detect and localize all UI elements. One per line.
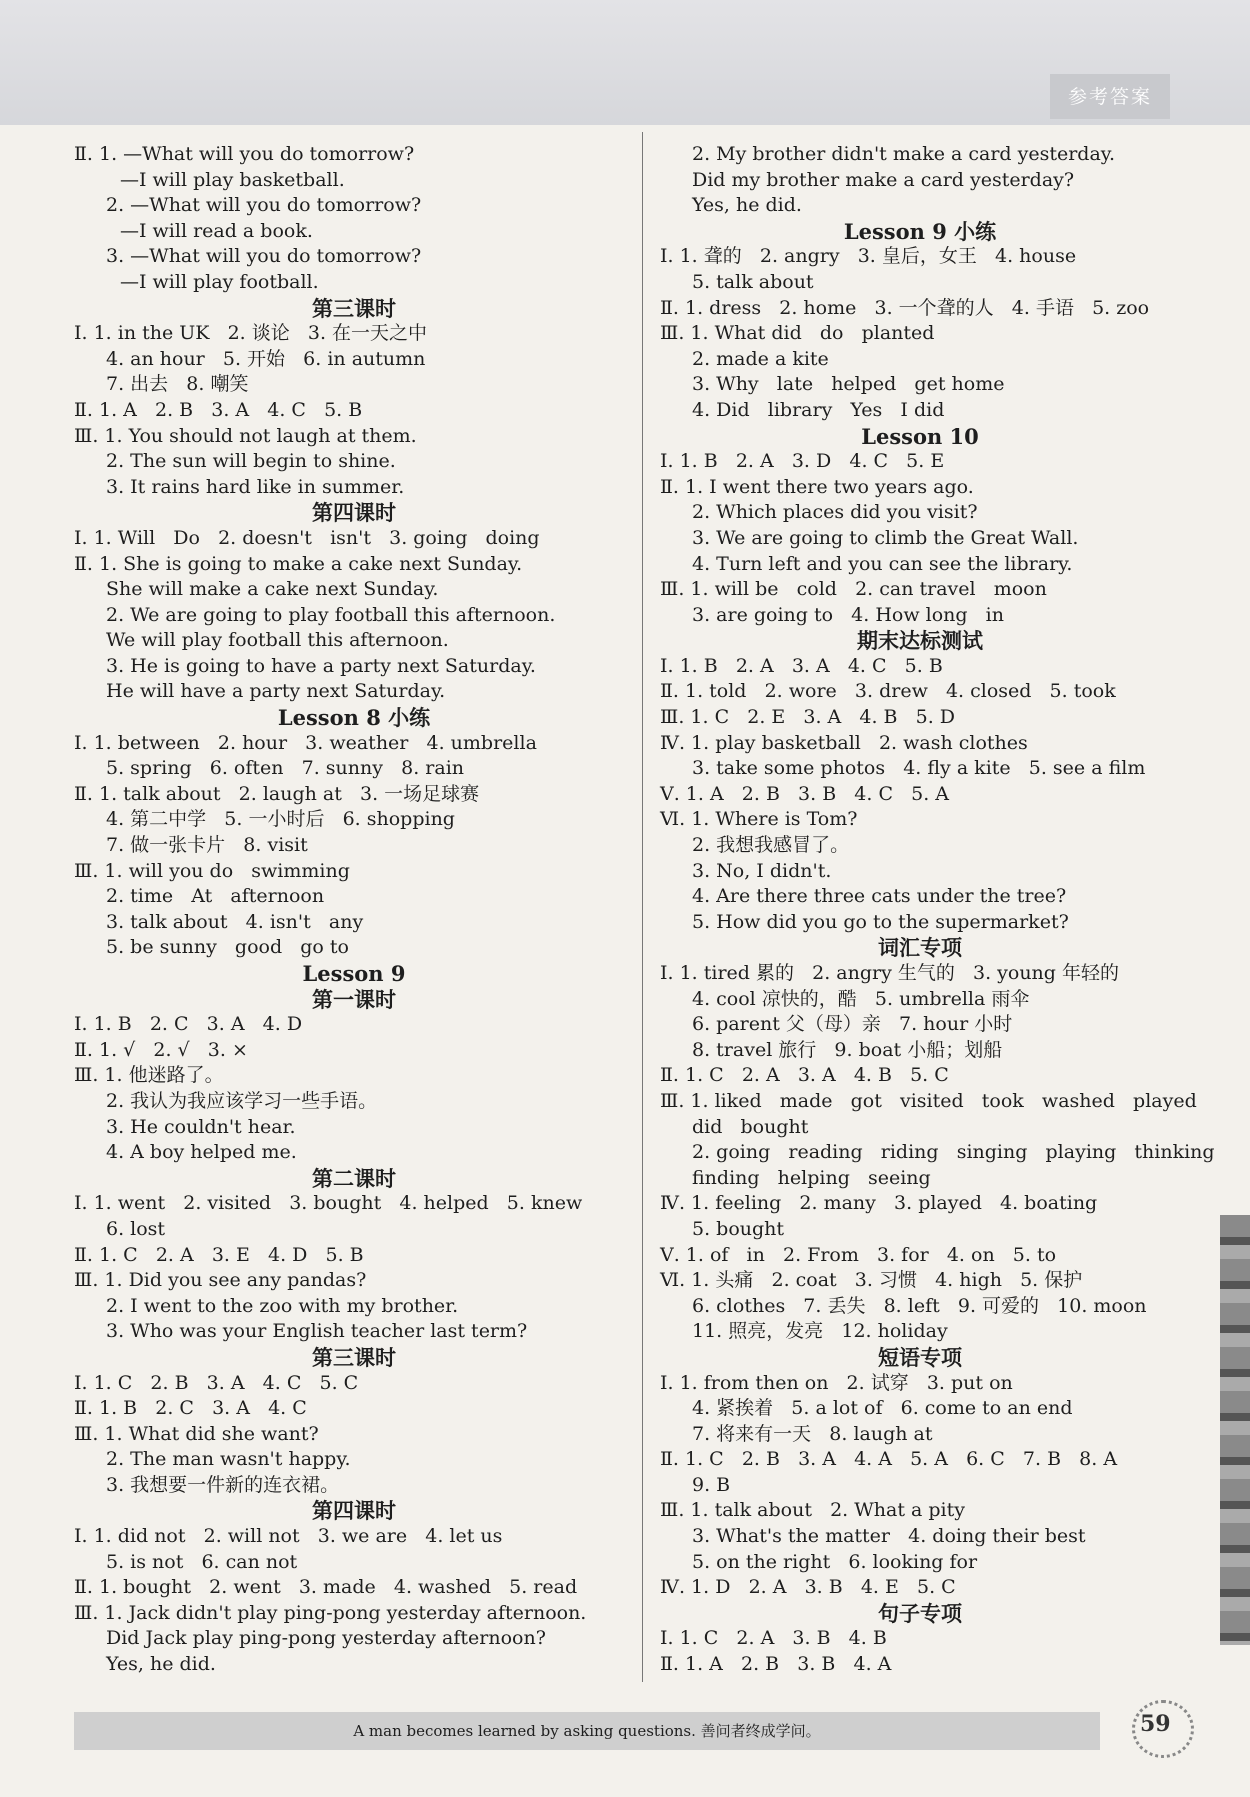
answer-line: Ⅰ. 1. 聋的 2. angry 3. 皇后，女王 4. house	[660, 245, 1077, 268]
section-heading: 第三课时	[312, 1344, 396, 1370]
section-heading: 第一课时	[312, 986, 396, 1012]
answer-line: 3. talk about 4. isn't any	[106, 910, 364, 933]
answer-line: 2. made a kite	[692, 347, 829, 370]
answer-line: Ⅲ. 1. Jack didn't play ping-pong yesterday afternoon.	[74, 1601, 587, 1624]
answer-line: 4. Are there three cats under the tree?	[692, 885, 1067, 908]
answer-line: 4. an hour 5. 开始 6. in autumn	[106, 347, 426, 370]
footer-motto: A man becomes learned by asking questions. 善问者终成学问。	[74, 1712, 1100, 1750]
answer-line: Ⅰ. 1. B 2. A 3. A 4. C 5. B	[660, 654, 943, 677]
answer-line: Ⅱ. 1. B 2. C 3. A 4. C	[74, 1397, 307, 1420]
answer-line: 4. 紧挨着 5. a lot of 6. come to an end	[692, 1397, 1073, 1420]
answer-line: Ⅴ. 1. of in 2. From 3. for 4. on 5. to	[660, 1243, 1057, 1266]
answer-line: 7. 做一张卡片 8. visit	[106, 834, 308, 857]
answer-line: Ⅲ. 1. What did she want?	[74, 1422, 319, 1445]
edge-color-strip	[1220, 1215, 1250, 1645]
answer-line: Ⅲ. 1. You should not laugh at them.	[74, 424, 417, 447]
answer-line: 5. How did you go to the supermarket?	[692, 910, 1069, 933]
answer-line: Ⅱ. 1. A 2. B 3. B 4. A	[660, 1653, 892, 1676]
column-divider	[642, 132, 643, 1682]
answer-line: 9. B	[692, 1473, 731, 1496]
answer-line: Ⅰ. 1. B 2. C 3. A 4. D	[74, 1013, 303, 1036]
answer-line: 2. —What will you do tomorrow?	[106, 194, 422, 217]
answer-line: 3. No, I didn't.	[692, 859, 832, 882]
answer-line: 3. take some photos 4. fly a kite 5. see a film	[692, 757, 1146, 780]
answer-line: Ⅳ. 1. feeling 2. many 3. played 4. boating	[660, 1192, 1098, 1215]
answer-line: 3. He couldn't hear.	[106, 1115, 296, 1138]
answer-line: He will have a party next Saturday.	[106, 680, 446, 703]
answer-line: 8. travel 旅行 9. boat 小船；划船	[692, 1038, 1003, 1061]
answer-line: Ⅰ. 1. C 2. B 3. A 4. C 5. C	[74, 1371, 359, 1394]
answer-line: 2. 我想我感冒了。	[692, 834, 850, 857]
answer-line: 4. A boy helped me.	[106, 1141, 297, 1164]
answer-line: 2. I went to the zoo with my brother.	[106, 1294, 459, 1317]
section-heading: Lesson 9 小练	[843, 218, 997, 244]
answer-line: 2. The sun will begin to shine.	[106, 450, 396, 473]
answer-line: Ⅲ. 1. 他迷路了。	[74, 1064, 224, 1087]
answer-line: Ⅰ. 1. B 2. A 3. D 4. C 5. E	[660, 450, 945, 473]
answer-line: Did Jack play ping-pong yesterday afternoon?	[106, 1627, 546, 1650]
answer-line: 4. cool 凉快的，酷 5. umbrella 雨伞	[692, 987, 1030, 1010]
answer-line: —I will play football.	[120, 270, 319, 293]
answer-line: 5. bought	[692, 1217, 785, 1240]
answer-line: Ⅱ. 1. She is going to make a cake next Sunday.	[74, 552, 523, 575]
section-heading: 句子专项	[878, 1600, 962, 1626]
answer-line: 5. is not 6. can not	[106, 1550, 298, 1573]
answer-line: Ⅲ. 1. Did you see any pandas?	[74, 1269, 367, 1292]
answer-line: Ⅱ. 1. told 2. wore 3. drew 4. closed 5. took	[660, 680, 1116, 703]
left-answer-column	[74, 142, 634, 1678]
answer-line: 3. Who was your English teacher last term?	[106, 1320, 528, 1343]
answer-line: Ⅲ. 1. What did do planted	[660, 322, 935, 345]
answer-line: Ⅳ. 1. play basketball 2. wash clothes	[660, 731, 1028, 754]
answer-line: 5. be sunny good go to	[106, 936, 349, 959]
answer-line: Yes, he did.	[106, 1653, 216, 1676]
answer-line: 5. talk about	[692, 270, 814, 293]
answer-line: 3. He is going to have a party next Saturday.	[106, 654, 536, 677]
answer-line: Ⅴ. 1. A 2. B 3. B 4. C 5. A	[660, 782, 950, 805]
answer-line: Ⅱ. 1. C 2. A 3. E 4. D 5. B	[74, 1243, 364, 1266]
answer-line: Ⅲ. 1. will you do swimming	[74, 859, 350, 882]
answer-line: Ⅱ. 1. dress 2. home 3. 一个聋的人 4. 手语 5. zoo	[660, 296, 1150, 319]
answer-line: 2. going reading riding singing playing thinking	[692, 1141, 1215, 1164]
answer-line: Ⅱ. 1. I went there two years ago.	[660, 475, 974, 498]
answer-line: 4. Did library Yes I did	[692, 398, 945, 421]
answer-line: Ⅱ. 1. bought 2. went 3. made 4. washed 5. read	[74, 1576, 578, 1599]
answer-line: finding helping seeing	[692, 1166, 931, 1189]
answer-line: Ⅰ. 1. in the UK 2. 谈论 3. 在一天之中	[74, 322, 428, 345]
section-heading: 第三课时	[312, 295, 396, 321]
answer-line: 2. We are going to play football this afternoon.	[106, 603, 556, 626]
answer-line: 3. 我想要一件新的连衣裙。	[106, 1473, 340, 1496]
answer-line: 2. The man wasn't happy.	[106, 1448, 351, 1471]
answer-line: Ⅲ. 1. C 2. E 3. A 4. B 5. D	[660, 706, 956, 729]
answer-line: Ⅰ. 1. Will Do 2. doesn't isn't 3. going doing	[74, 526, 540, 549]
answer-line: 3. We are going to climb the Great Wall.	[692, 526, 1079, 549]
answer-line: 6. clothes 7. 丢失 8. left 9. 可爱的 10. moon	[692, 1294, 1147, 1317]
answer-line: 4. 第二中学 5. 一小时后 6. shopping	[106, 808, 455, 831]
page-number: 59	[1140, 1711, 1171, 1737]
answer-line: Ⅰ. 1. C 2. A 3. B 4. B	[660, 1627, 887, 1650]
answer-line: 3. It rains hard like in summer.	[106, 475, 405, 498]
answer-line: Ⅰ. 1. from then on 2. 试穿 3. put on	[660, 1371, 1013, 1394]
section-heading: 第二课时	[312, 1165, 396, 1191]
answer-line: Ⅳ. 1. D 2. A 3. B 4. E 5. C	[660, 1576, 956, 1599]
section-heading: 短语专项	[878, 1344, 962, 1370]
answer-line: —I will read a book.	[120, 219, 313, 242]
answer-line: —I will play basketball.	[120, 168, 345, 191]
answer-line: Ⅱ. 1. √ 2. √ 3. ×	[74, 1038, 248, 1061]
answer-line: 3. are going to 4. How long in	[692, 603, 1004, 626]
answer-line: She will make a cake next Sunday.	[106, 578, 439, 601]
answer-line: 2. My brother didn't make a card yesterday.	[692, 143, 1116, 165]
answer-line: Ⅲ. 1. will be cold 2. can travel moon	[660, 578, 1047, 601]
section-heading: Lesson 8 小练	[277, 705, 431, 731]
answer-line: 2. time At afternoon	[106, 885, 325, 908]
answer-line: Yes, he did.	[692, 194, 802, 217]
section-heading: 第四课时	[312, 500, 396, 526]
answer-line: 5. spring 6. often 7. sunny 8. rain	[106, 757, 465, 780]
answer-line: Ⅰ. 1. did not 2. will not 3. we are 4. let us	[74, 1525, 503, 1548]
answer-line: Ⅵ. 1. Where is Tom?	[660, 808, 858, 831]
right-answer-column	[660, 142, 1215, 1678]
answer-line: Ⅱ. 1. C 2. B 3. A 4. A 5. A 6. C 7. B 8. A	[660, 1448, 1118, 1471]
section-heading: 期末达标测试	[857, 628, 983, 654]
answer-line: Ⅰ. 1. between 2. hour 3. weather 4. umbrella	[74, 731, 537, 754]
answer-line: Ⅲ. 1. liked made got visited took washed played	[660, 1089, 1197, 1112]
section-heading: Lesson 9	[302, 961, 406, 986]
answer-line: Did my brother make a card yesterday?	[692, 168, 1075, 191]
answer-line: 7. 将来有一天 8. laugh at	[692, 1422, 933, 1445]
section-heading: 第四课时	[312, 1498, 396, 1524]
answer-line: Ⅱ. 1. —What will you do tomorrow?	[74, 143, 415, 165]
section-heading: Lesson 10	[861, 423, 979, 449]
answer-line: 2. 我认为我应该学习一些手语。	[106, 1089, 378, 1112]
answer-line: Ⅱ. 1. C 2. A 3. A 4. B 5. C	[660, 1064, 949, 1087]
answer-line: 5. on the right 6. looking for	[692, 1550, 978, 1573]
answer-line: 3. —What will you do tomorrow?	[106, 245, 422, 268]
answer-key-tab: 参考答案	[1050, 74, 1170, 119]
section-heading: 词汇专项	[878, 935, 962, 961]
answer-line: 7. 出去 8. 嘲笑	[106, 373, 249, 396]
answer-line: Ⅱ. 1. A 2. B 3. A 4. C 5. B	[74, 398, 363, 421]
answer-line: 3. What's the matter 4. doing their best	[692, 1525, 1086, 1548]
answer-line: 2. Which places did you visit?	[692, 501, 978, 524]
answer-line: Ⅰ. 1. tired 累的 2. angry 生气的 3. young 年轻的	[660, 962, 1119, 984]
answer-line: Ⅵ. 1. 头痛 2. coat 3. 习惯 4. high 5. 保护	[660, 1269, 1083, 1292]
answer-line: Ⅰ. 1. went 2. visited 3. bought 4. helped 5. knew	[74, 1192, 583, 1215]
answer-line: did bought	[692, 1115, 809, 1138]
answer-line: 6. parent 父（母）亲 7. hour 小时	[692, 1013, 1013, 1036]
answer-line: 6. lost	[106, 1217, 166, 1240]
answer-line: 3. Why late helped get home	[692, 373, 1005, 396]
answer-line: We will play football this afternoon.	[106, 629, 449, 652]
answer-line: Ⅲ. 1. talk about 2. What a pity	[660, 1499, 965, 1522]
answer-line: 11. 照亮，发亮 12. holiday	[692, 1320, 948, 1343]
answer-line: 4. Turn left and you can see the library.	[692, 552, 1073, 575]
answer-line: Ⅱ. 1. talk about 2. laugh at 3. 一场足球赛	[74, 782, 480, 805]
